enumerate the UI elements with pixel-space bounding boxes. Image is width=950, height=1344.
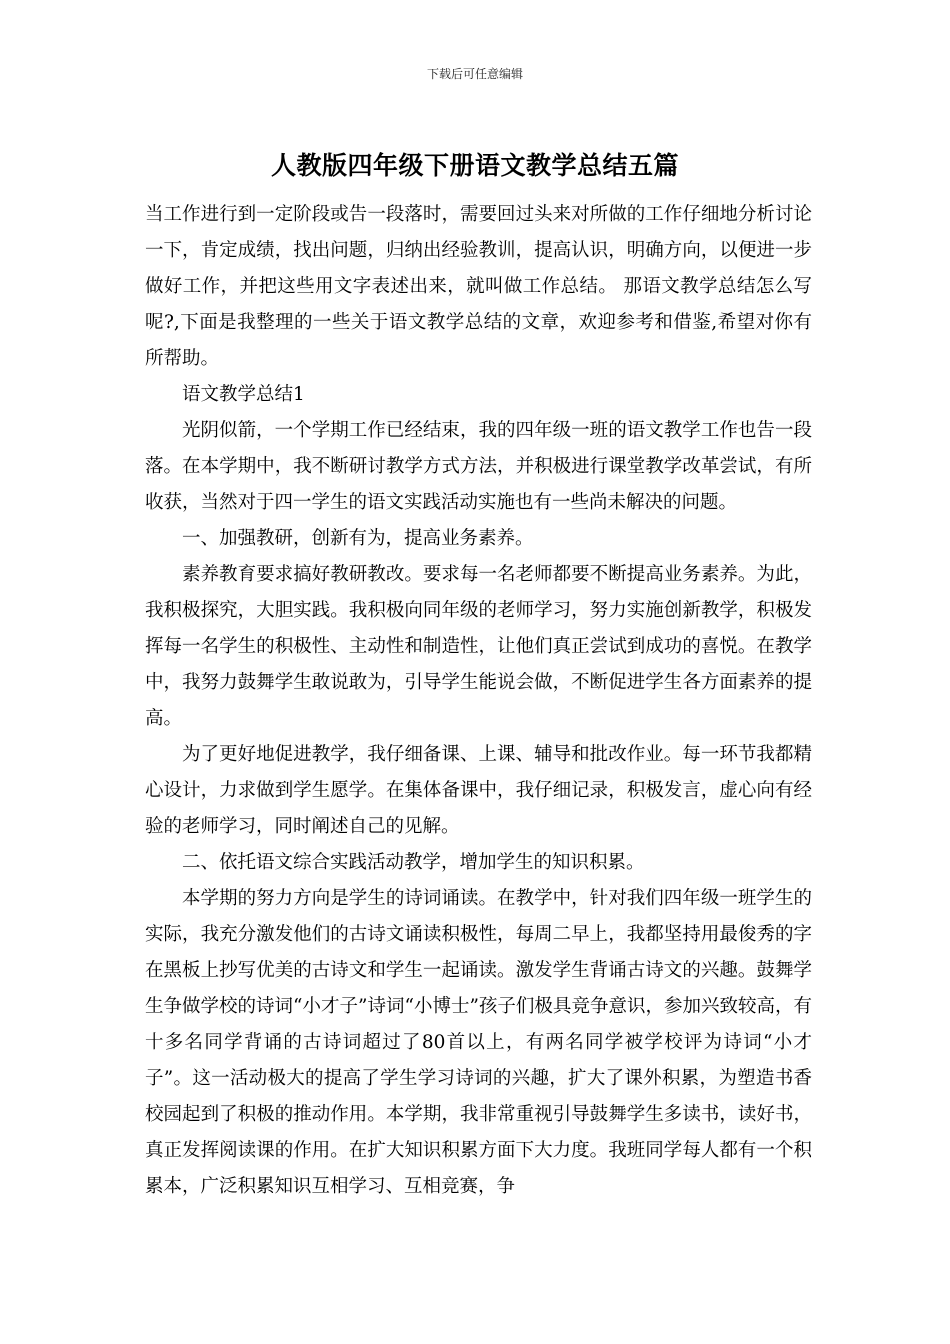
body-paragraph: 光阴似箭，一个学期工作已经结束，我的四年级一班的语文教学工作也告一段落。在本学期中，我不断研讨教学方式方法，并积极进行课堂教学改革尝试，有所收获，当然对于四一学生的语文实践活动实施也有一些尚未解决的问题。 <box>145 420 812 513</box>
document-body <box>145 197 812 1205</box>
document-title: 人教版四年级下册语文教学总结五篇 <box>270 151 679 180</box>
body-paragraph: 为了更好地促进教学，我仔细备课、上课、辅导和批改作业。每一环节我都精心设计，力求做到学生愿学。在集体备课中，我仔细记录，积极发言，虚心向有经验的老师学习，同时阐述自己的见解。 <box>145 744 812 837</box>
section-heading-practice-activities: 二、依托语文综合实践活动教学，增加学生的知识积累。 <box>182 852 645 873</box>
section-heading-summary-1: 语文教学总结1 <box>182 384 305 405</box>
body-paragraph: 本学期的努力方向是学生的诗词诵读。在教学中，针对我们四年级一班学生的实际，我充分激发他们的古诗文诵读积极性，每周二早上，我都坚持用最俊秀的字在黑板上抄写优美的古诗文和学生一起诵读。激发学生背诵古诗文的兴趣。鼓舞学生争做学校的诗词“小才子”诗词“小博士”孩子们极具竞争意识，参加兴致较高，有十多名同学背诵的古诗词超过了80首以上，有两名同学被学校评为诗词“小才子”。这一活动极大的提高了学生学习诗词的兴趣，扩大了课外积累，为塑造书香校园起到了积极的推动作用。本学期，我非常重视引导鼓舞学生多读书，读好书，真正发挥阅读课的作用。在扩大知识积累方面下大力度。我班同学每人都有一个积累本，广泛积累知识互相学习、互相竞赛，争 <box>145 888 812 1197</box>
intro-paragraph: 当工作进行到一定阶段或告一段落时，需要回过头来对所做的工作仔细地分析讨论一下，肯定成绩，找出问题，归纳出经验教训，提高认识，明确方向，以便进一步做好工作，并把这些用文字表述出来，就叫做工作总结。 那语文教学总结怎么写呢?,下面是我整理的一些关于语文教学总结的文章，欢迎参考和借鉴,希望对你有所帮助。 <box>145 204 812 369</box>
body-paragraph: 素养教育要求搞好教研教改。要求每一名老师都要不断提高业务素养。为此，我积极探究，大胆实践。我积极向同年级的老师学习，努力实施创新教学，积极发挥每一名学生的积极性、主动性和制造性，让他们真正尝试到成功的喜悦。在教学中，我努力鼓舞学生敢说敢为，引导学生能说会做，不断促进学生各方面素养的提高。 <box>145 564 812 729</box>
header-note: 下载后可任意编辑 <box>426 67 523 81</box>
section-heading-teaching-research: 一、加强教研，创新有为，提高业务素养。 <box>182 528 534 549</box>
